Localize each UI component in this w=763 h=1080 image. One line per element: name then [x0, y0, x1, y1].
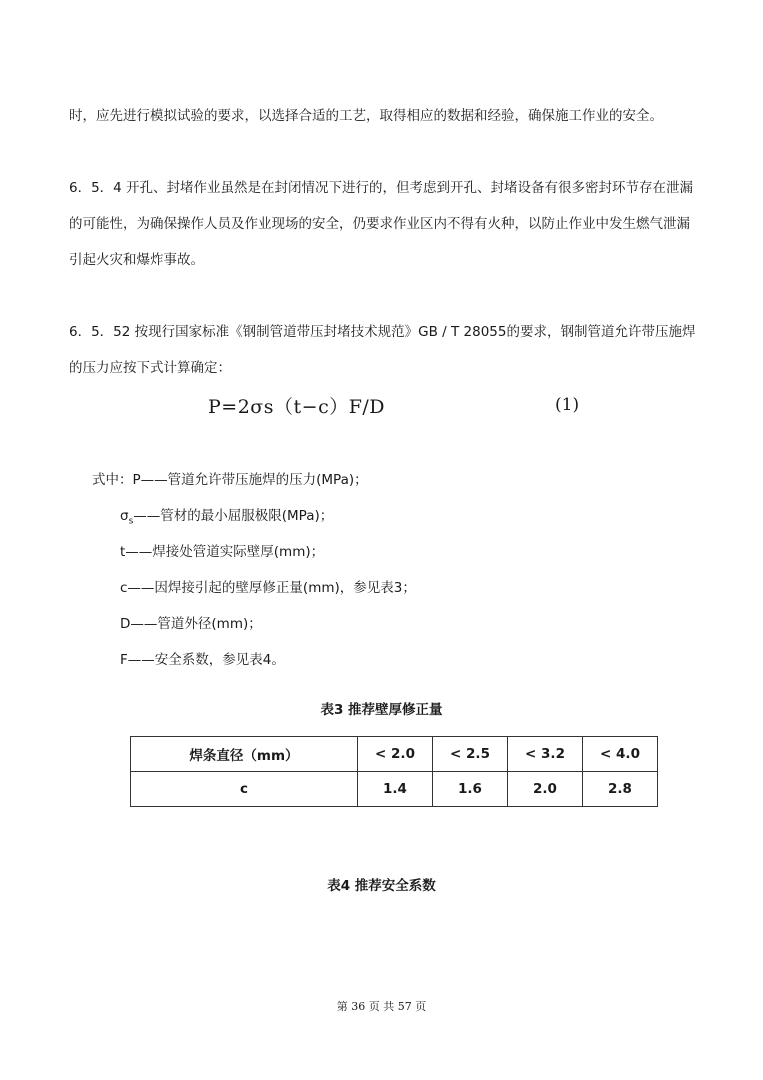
table3-header-cell: < 3.2 [508, 737, 583, 772]
definition-c: c——因焊接引起的壁厚修正量(mm)，参见表3； [120, 580, 416, 596]
table3-header-label: 焊条直径（mm） [131, 737, 358, 772]
table3-wall-thickness-correction [130, 736, 658, 807]
table3-value-cell: 1.6 [433, 772, 508, 807]
table3-header-cell: < 2.5 [433, 737, 508, 772]
table3-header-cell: < 2.0 [358, 737, 433, 772]
table3-value-cell: 2.0 [508, 772, 583, 807]
table-row [131, 772, 658, 807]
definition-intro: 式中：P——管道允许带压施焊的压力(MPa)； [92, 472, 368, 488]
paragraph-continuation: 时，应先进行模拟试验的要求，以选择合适的工艺，取得相应的数据和经验，确保施工作业的安全。 [69, 108, 663, 124]
definition-F: F——安全系数，参见表4。 [120, 652, 285, 668]
page-footer: 第 36 页 共 57 页 [336, 1000, 427, 1013]
table-row [131, 737, 658, 772]
table3-value-cell: 2.8 [583, 772, 658, 807]
sigma-subscript: s [128, 516, 134, 527]
table3-caption: 表3 推荐壁厚修正量 [320, 702, 443, 718]
definition-sigma [120, 506, 333, 532]
sigma-symbol: σ [120, 508, 129, 524]
table3-value-cell: 1.4 [358, 772, 433, 807]
paragraph-6-5-4: 6．5．4 开孔、封堵作业虽然是在封闭情况下进行的，但考虑到开孔、封堵设备有很多密封环节存在泄漏的可能性，为确保操作人员及作业现场的安全，仍要求作业区内不得有火种，以防止作业中发生燃气泄漏引起火灾和爆炸事故。 [69, 180, 694, 268]
paragraph-6-5-52: 6．5．52 按现行国家标准《钢制管道带压封堵技术规范》GB / T 28055的要求，钢制管道允许带压施焊的压力应按下式计算确定： [69, 324, 696, 376]
table4-caption: 表4 推荐安全系数 [327, 878, 436, 894]
sigma-text: ——管材的最小屈服极限(MPa)； [133, 508, 334, 524]
formula-text: P=2σs（t−c）F/D [208, 396, 386, 418]
definition-D: D——管道外径(mm)； [120, 616, 262, 632]
formula-number: (1) [555, 395, 580, 415]
table3-header-cell: < 4.0 [583, 737, 658, 772]
table3-row-label: c [131, 772, 358, 807]
pressure-formula [208, 392, 385, 419]
definition-t: t——焊接处管道实际壁厚(mm)； [120, 544, 325, 560]
